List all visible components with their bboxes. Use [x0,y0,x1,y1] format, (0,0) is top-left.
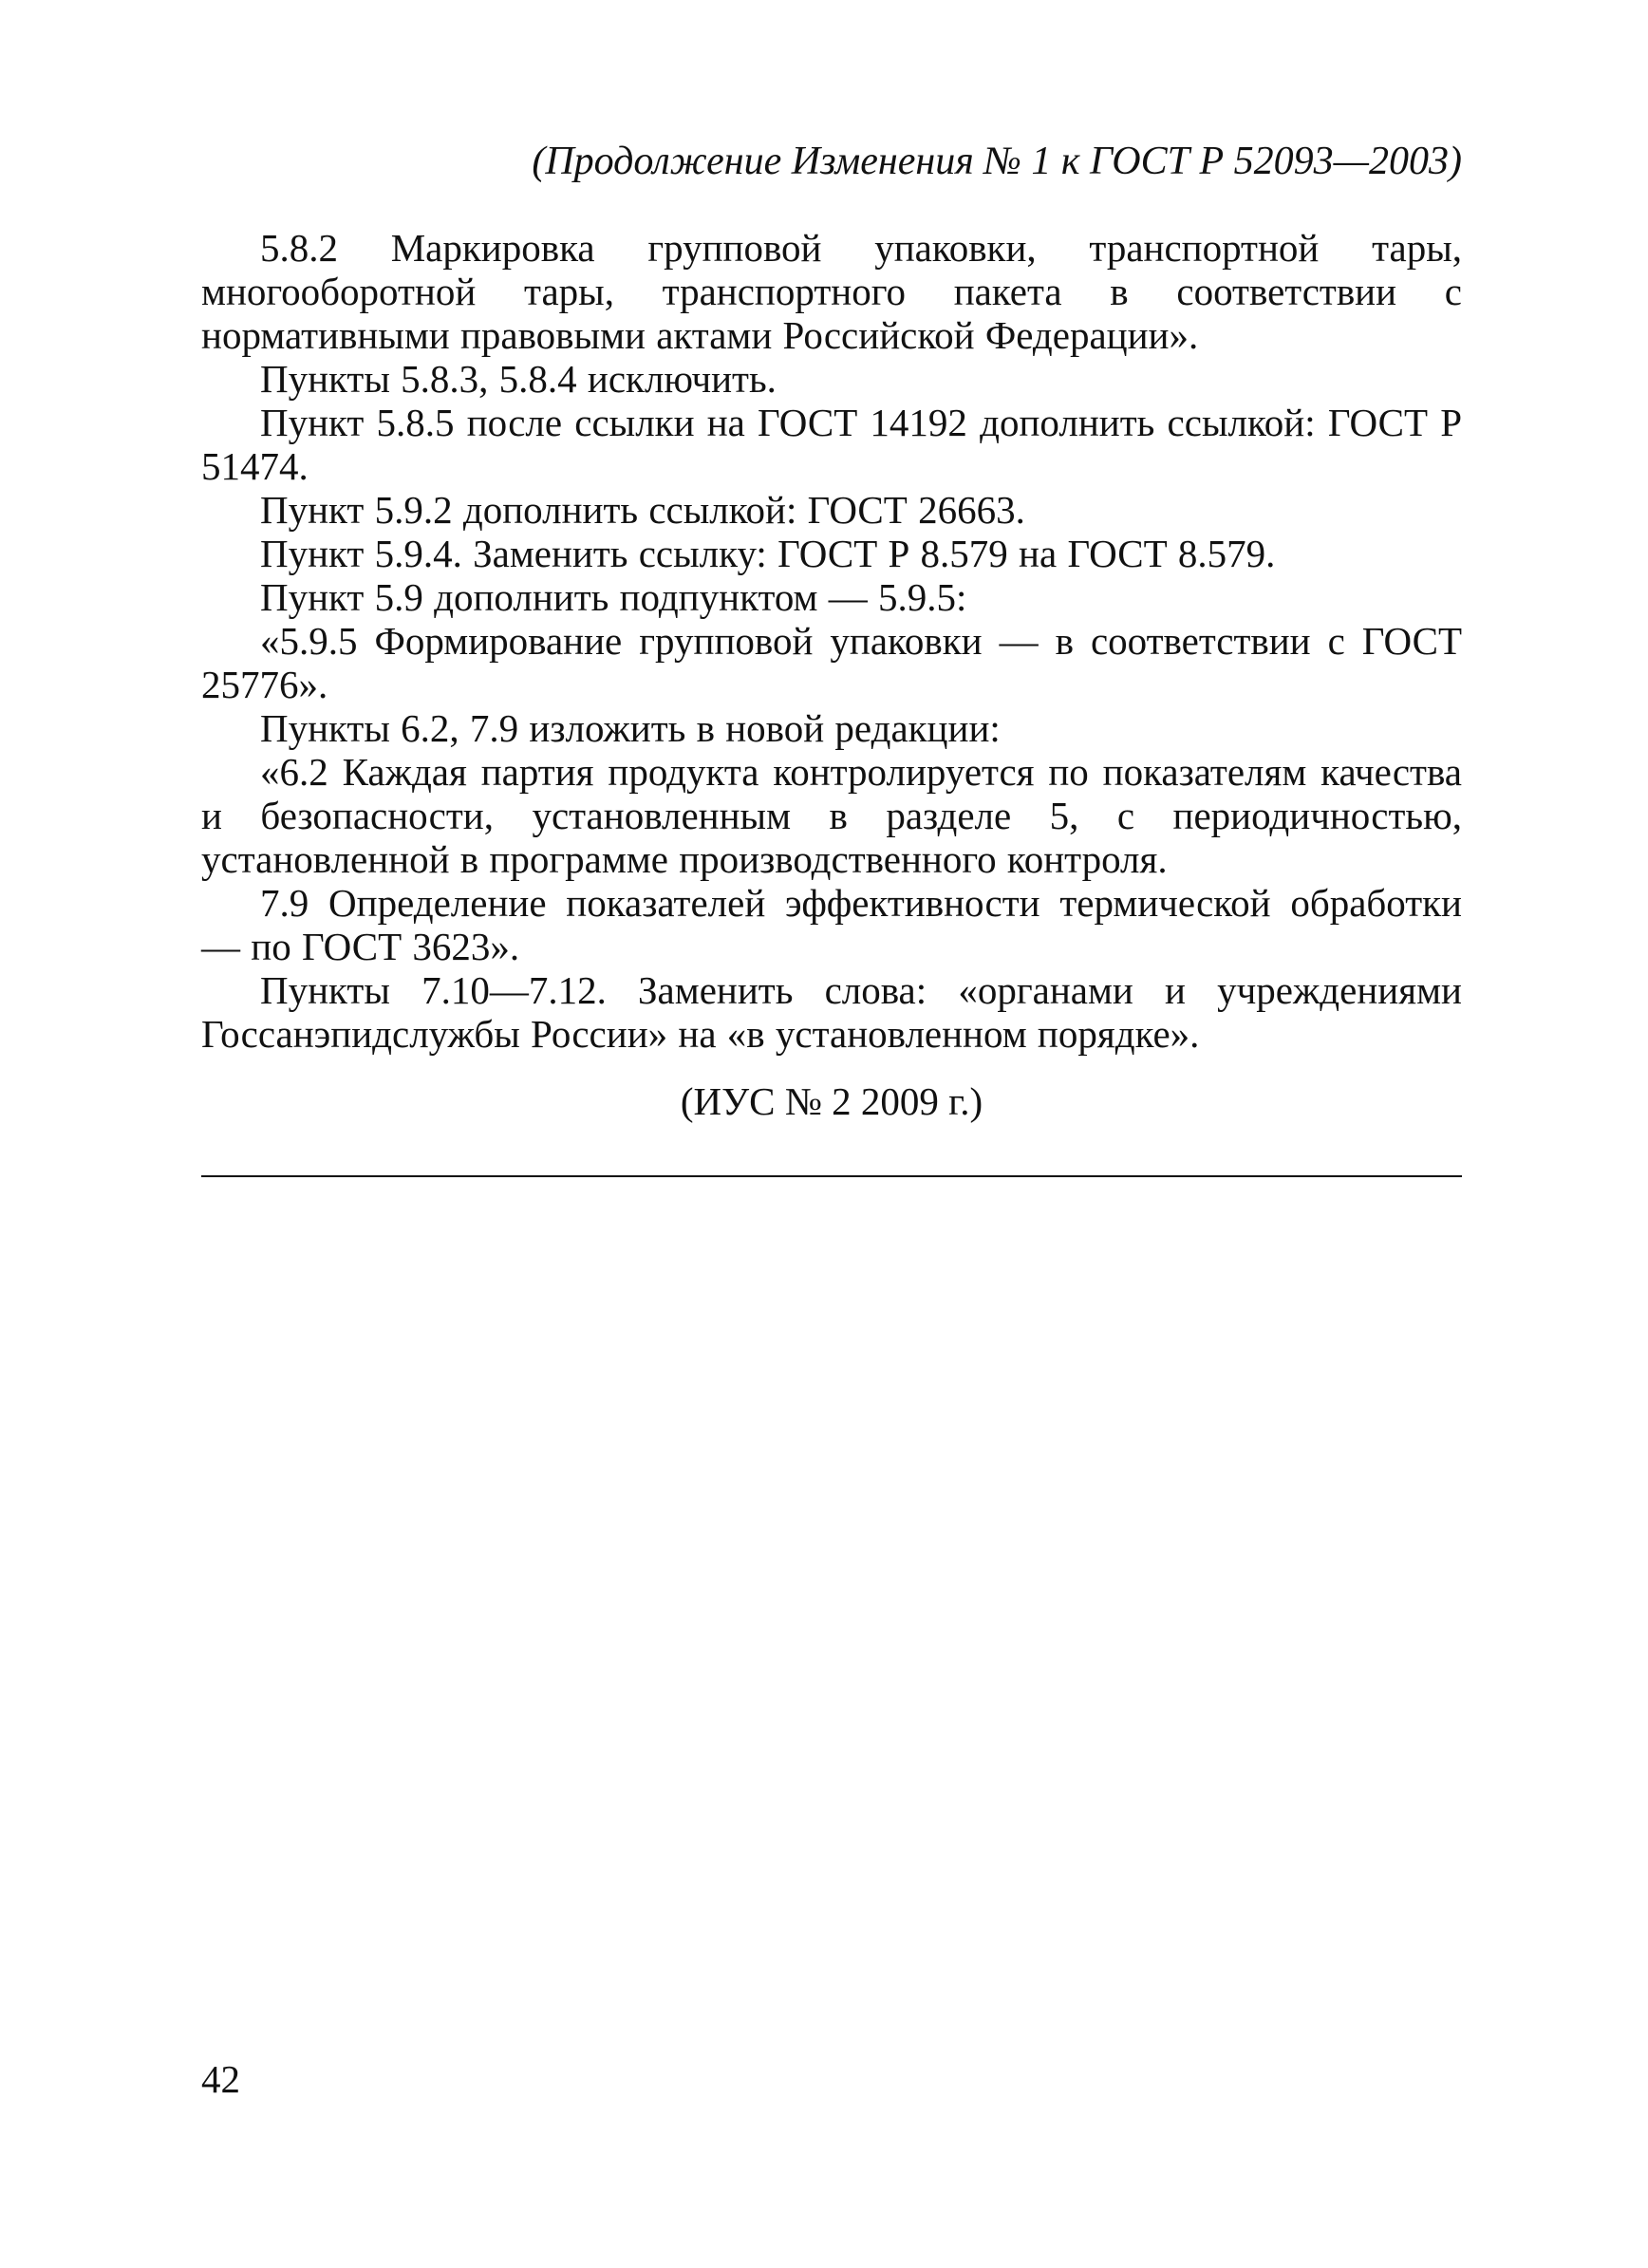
page-number: 42 [201,2057,240,2101]
body-text [201,226,1462,1056]
paragraph-5-9-4: Пункт 5.9.4. Заменить ссылку: ГОСТ Р 8.579 на ГОСТ 8.579. [260,532,1276,575]
paragraph-5-9: Пункт 5.9 дополнить подпунктом — 5.9.5: [260,575,967,619]
paragraph-7-10-7-12: Пункты 7.10—7.12. Заменить слова: «органами и учреждениями Госсанэпидслужбы России» на «в установленном порядке». [201,968,1462,1056]
paragraph-5-8-5: Пункт 5.8.5 после ссылки на ГОСТ 14192 дополнить ссылкой: ГОСТ Р 51474. [201,401,1462,488]
paragraph-6-2: «6.2 Каждая партия продукта контролируется по показателям качества и безопасности, установленным в разделе 5, с периодичностью, установленной в программе производственного контроля. [201,750,1462,881]
issue-note: (ИУС № 2 2009 г.) [680,1079,983,1123]
paragraph-5-8-2: 5.8.2 Маркировка групповой упаковки, транспортной тары, многооборотной тары, транспортного пакета в соответствии с нормативными правовыми актами Российской Федерации». [201,226,1462,357]
paragraph-5-8-3-exclude: Пункты 5.8.3, 5.8.4 исключить. [260,357,777,401]
paragraph-7-9: 7.9 Определение показателей эффективности термической обработки — по ГОСТ 3623». [201,881,1462,968]
paragraph-5-9-2: Пункт 5.9.2 дополнить ссылкой: ГОСТ 26663. [260,488,1025,532]
paragraph-5-9-5: «5.9.5 Формирование групповой упаковки — в соответствии с ГОСТ 25776». [201,619,1462,706]
horizontal-rule [201,1175,1462,1177]
paragraph-6-2-7-9-intro: Пункты 6.2, 7.9 изложить в новой редакции: [260,706,1001,750]
running-head: (Продолжение Изменения № 1 к ГОСТ Р 52093—2003) [532,140,1462,183]
